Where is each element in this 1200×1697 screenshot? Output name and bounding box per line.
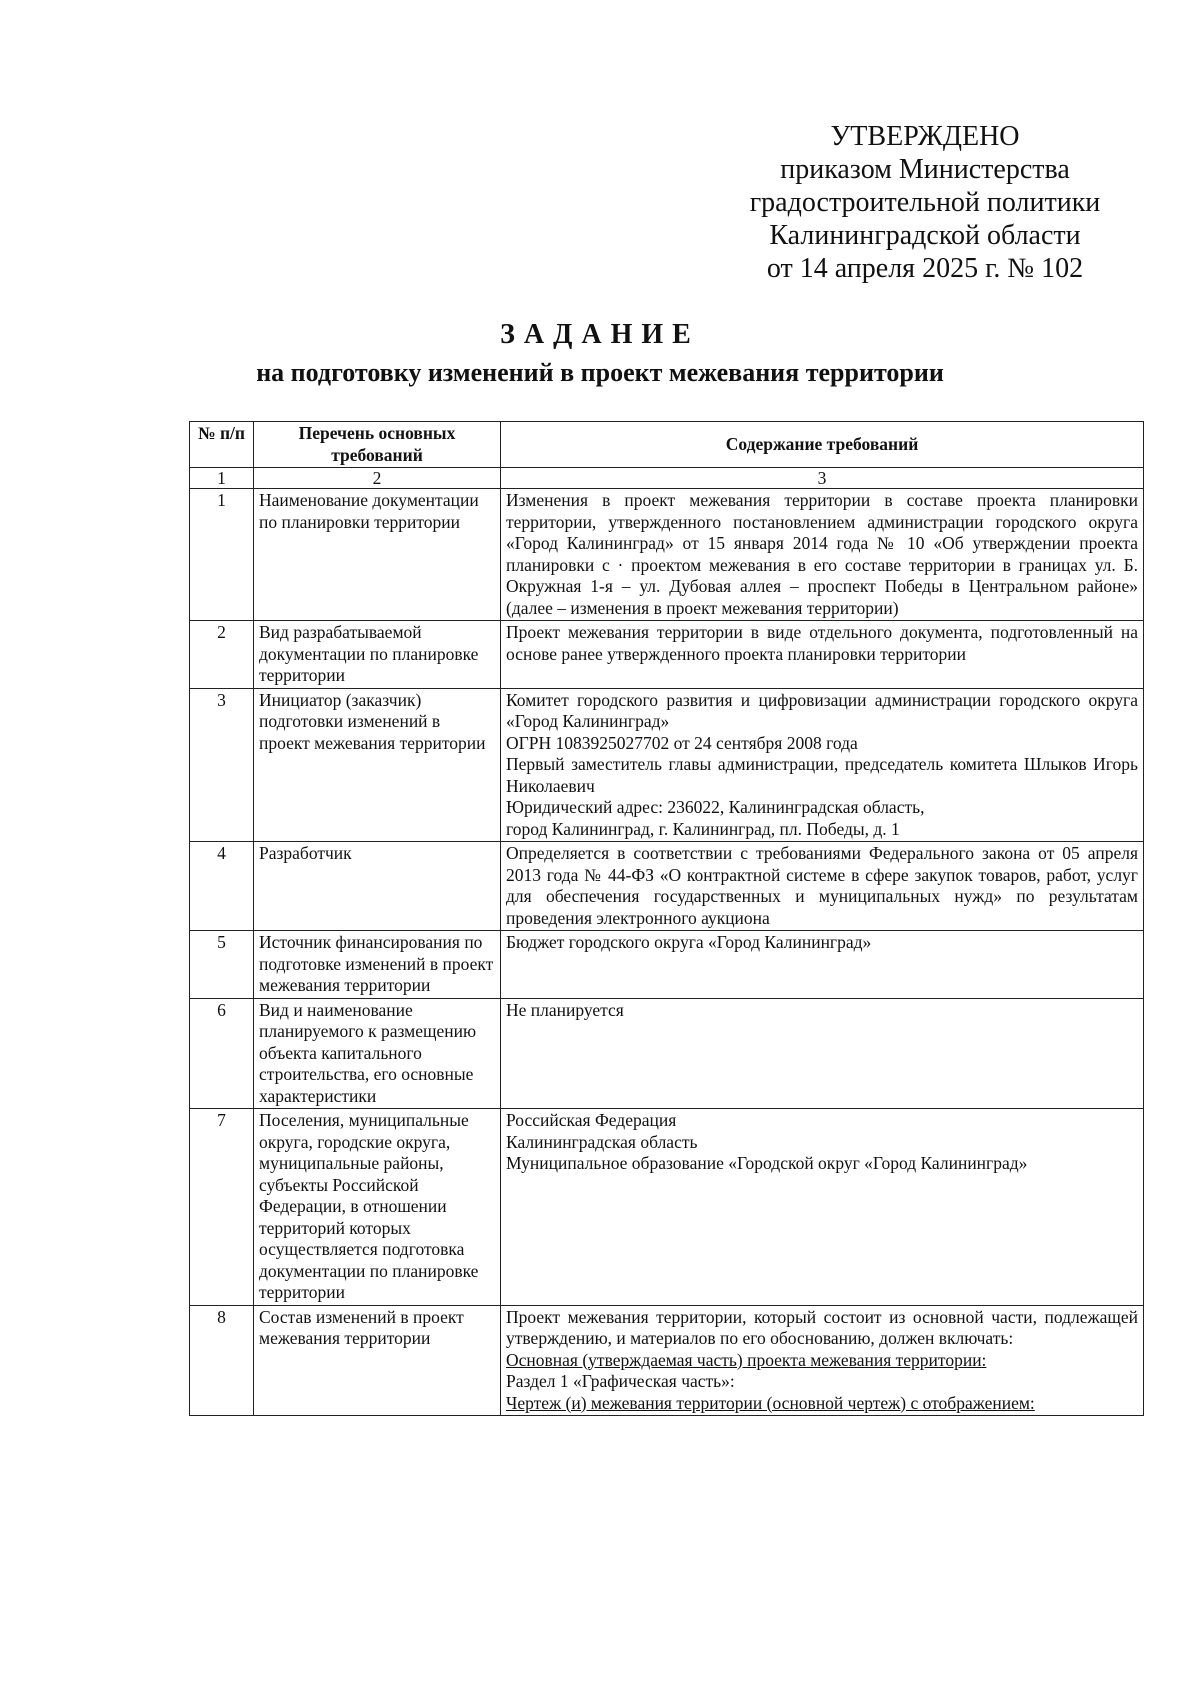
row-name: Наименование документации по планировки территории (254, 489, 501, 621)
column-number-row (190, 468, 1144, 489)
content-line: ОГРН 1083925027702 от 24 сентября 2008 года (506, 732, 858, 753)
row-num: 5 (190, 931, 254, 999)
content-underlined: Чертеж (и) межевания территории (основной чертеж) с отображением: (506, 1392, 1035, 1413)
row-content (501, 688, 1144, 842)
row-name: Источник финансирования по подготовке изменений в проект межевания территории (254, 931, 501, 999)
content-line: Комитет городского развития и цифровизации администрации городского округа «Город Калининград» (506, 689, 1138, 731)
content-line: Калининградская область (506, 1131, 698, 1152)
row-name: Вид и наименование планируемого к размещению объекта капитального строительства, его основные характеристики (254, 998, 501, 1109)
content-line: город Калининград, г. Калининград, пл. Победы, д. 1 (506, 818, 900, 839)
approved-line: от 14 апреля 2025 г. № 102 (766, 253, 1084, 284)
requirements-table (189, 421, 1144, 1416)
row-content (501, 1109, 1144, 1306)
table-row (190, 489, 1144, 621)
title-subtitle: на подготовку изменений в проект межевания территории (256, 358, 944, 387)
row-name: Поселения, муниципальные округа, городские округа, муниципальные районы, субъекты Российской Федерации, в отношении территорий которых осуществляется подготовка документации по планировке территории (254, 1109, 501, 1306)
content-line: Первый заместитель главы администрации, председатель комитета Шлыков Игорь Николаевич (506, 754, 1138, 796)
title-main: ЗАДАНИЕ (500, 319, 700, 350)
approved-line: градостроительной политики (749, 187, 1101, 218)
row-name: Состав изменений в проект межевания территории (254, 1305, 501, 1416)
table-row (190, 1305, 1144, 1416)
row-num: 2 (190, 621, 254, 689)
header-content: Содержание требований (501, 422, 1144, 468)
content-line: Российская Федерация (506, 1110, 677, 1130)
row-content: Проект межевания территории в виде отдельного документа, подготовленный на основе ранее утвержденного проекта планировки территории (501, 621, 1144, 689)
row-num: 4 (190, 842, 254, 931)
content-underlined: Основная (утверждаемая часть) проекта межевания территории: (506, 1349, 987, 1370)
row-content: Не планируется (501, 998, 1144, 1109)
row-name: Разработчик (254, 842, 501, 931)
row-num: 8 (190, 1305, 254, 1416)
table-header-row (190, 422, 1144, 468)
col-number: 3 (501, 468, 1144, 489)
row-name: Вид разрабатываемой документации по планировке территории (254, 621, 501, 689)
table-row (190, 931, 1144, 999)
row-num: 6 (190, 998, 254, 1109)
row-name: Инициатор (заказчик) подготовки изменений в проект межевания территории (254, 688, 501, 842)
approved-line: приказом Министерства (780, 154, 1070, 185)
header-num: № п/п (190, 422, 254, 468)
table-row (190, 621, 1144, 689)
row-content: Определяется в соответствии с требованиями Федерального закона от 05 апреля 2013 года № 44-ФЗ «О контрактной системе в сфере закупок товаров, работ, услуг для обеспечения государственных и муниципальных нужд» по результатам проведения электронного аукциона (501, 842, 1144, 931)
table-row (190, 688, 1144, 842)
approval-stamp (700, 120, 1150, 285)
table-row (190, 998, 1144, 1109)
row-num: 1 (190, 489, 254, 621)
header-requirements: Перечень основных требований (254, 422, 501, 468)
content-paragraph: Проект межевания территории, который состоит из основной части, подлежащей утверждению, и материалов по его обоснованию, должен включать: (506, 1306, 1138, 1348)
document-title (160, 318, 1040, 390)
table-row (190, 842, 1144, 931)
row-num: 3 (190, 688, 254, 842)
content-line: Юридический адрес: 236022, Калининградская область, (506, 797, 925, 817)
col-number: 1 (190, 468, 254, 489)
table-row (190, 1109, 1144, 1306)
row-content (501, 1305, 1144, 1416)
row-num: 7 (190, 1109, 254, 1306)
row-content: Изменения в проект межевания территории в составе проекта планировки территории, утвержденного постановлением администрации городского округа «Город Калининград» от 15 января 2014 года № 10 «Об утверждении проекта планировки с · проектом межевания в его составе территории в границах ул. Б. Окружная 1-я – ул. Дубовая аллея – проспект Победы в Центральном районе» (далее – изменения в проект межевания территории) (501, 489, 1144, 621)
content-line: Раздел 1 «Графическая часть»: (506, 1371, 735, 1391)
row-content: Бюджет городского округа «Город Калининград» (501, 931, 1144, 999)
content-line: Муниципальное образование «Городской округ «Город Калининград» (506, 1153, 1028, 1173)
col-number: 2 (254, 468, 501, 489)
approved-line: УТВЕРЖДЕНО (830, 121, 1020, 152)
approved-line: Калининградской области (769, 220, 1081, 251)
